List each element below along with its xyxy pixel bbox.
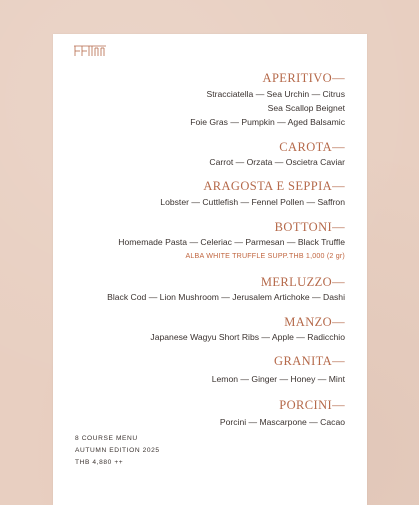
dish-line: Stracciatella — Sea Urchin — Citrus: [206, 89, 345, 99]
monogram-logo-icon: [73, 45, 107, 57]
course-title-merluzzo: MERLUZZO—: [260, 275, 345, 289]
dish-line: Carrot — Orzata — Oscietra Caviar: [209, 157, 345, 167]
dish-line: Lemon — Ginger — Honey — Mint: [211, 374, 345, 384]
dish-line: Japanese Wagyu Short Ribs — Apple — Radicchio: [150, 332, 345, 342]
dish-line: Foie Gras — Pumpkin — Aged Balsamic: [190, 117, 345, 127]
dish-line: Homemade Pasta — Celeriac — Parmesan — Black Truffle: [118, 237, 345, 247]
supplement-note: ALBA WHITE TRUFFLE SUPP.THB 1,000 (2 gr): [185, 252, 345, 260]
course-title-bottoni: BOTTONI—: [274, 220, 345, 234]
dish-line: Porcini — Mascarpone — Cacao: [219, 417, 345, 427]
menu-price: THB 4,880 ++: [75, 459, 124, 466]
course-title-aragosta-e-seppia: ARAGOSTA E SEPPIA—: [203, 179, 345, 193]
course-title-granita: GRANITA—: [274, 354, 345, 368]
course-title-aperitivo: APERITIVO—: [262, 71, 345, 85]
course-title-porcini: PORCINI—: [279, 398, 345, 412]
menu-card: [53, 34, 367, 505]
course-title-manzo: MANZO—: [284, 315, 345, 329]
menu-edition: AUTUMN EDITION 2025: [75, 447, 160, 454]
course-count: 8 COURSE MENU: [75, 435, 138, 442]
dish-line: Lobster — Cuttlefish — Fennel Pollen — Saffron: [160, 197, 345, 207]
dish-line: Sea Scallop Beignet: [267, 103, 345, 113]
course-title-carota: CAROTA—: [279, 140, 345, 154]
dish-line: Black Cod — Lion Mushroom — Jerusalem Artichoke — Dashi: [107, 292, 345, 302]
